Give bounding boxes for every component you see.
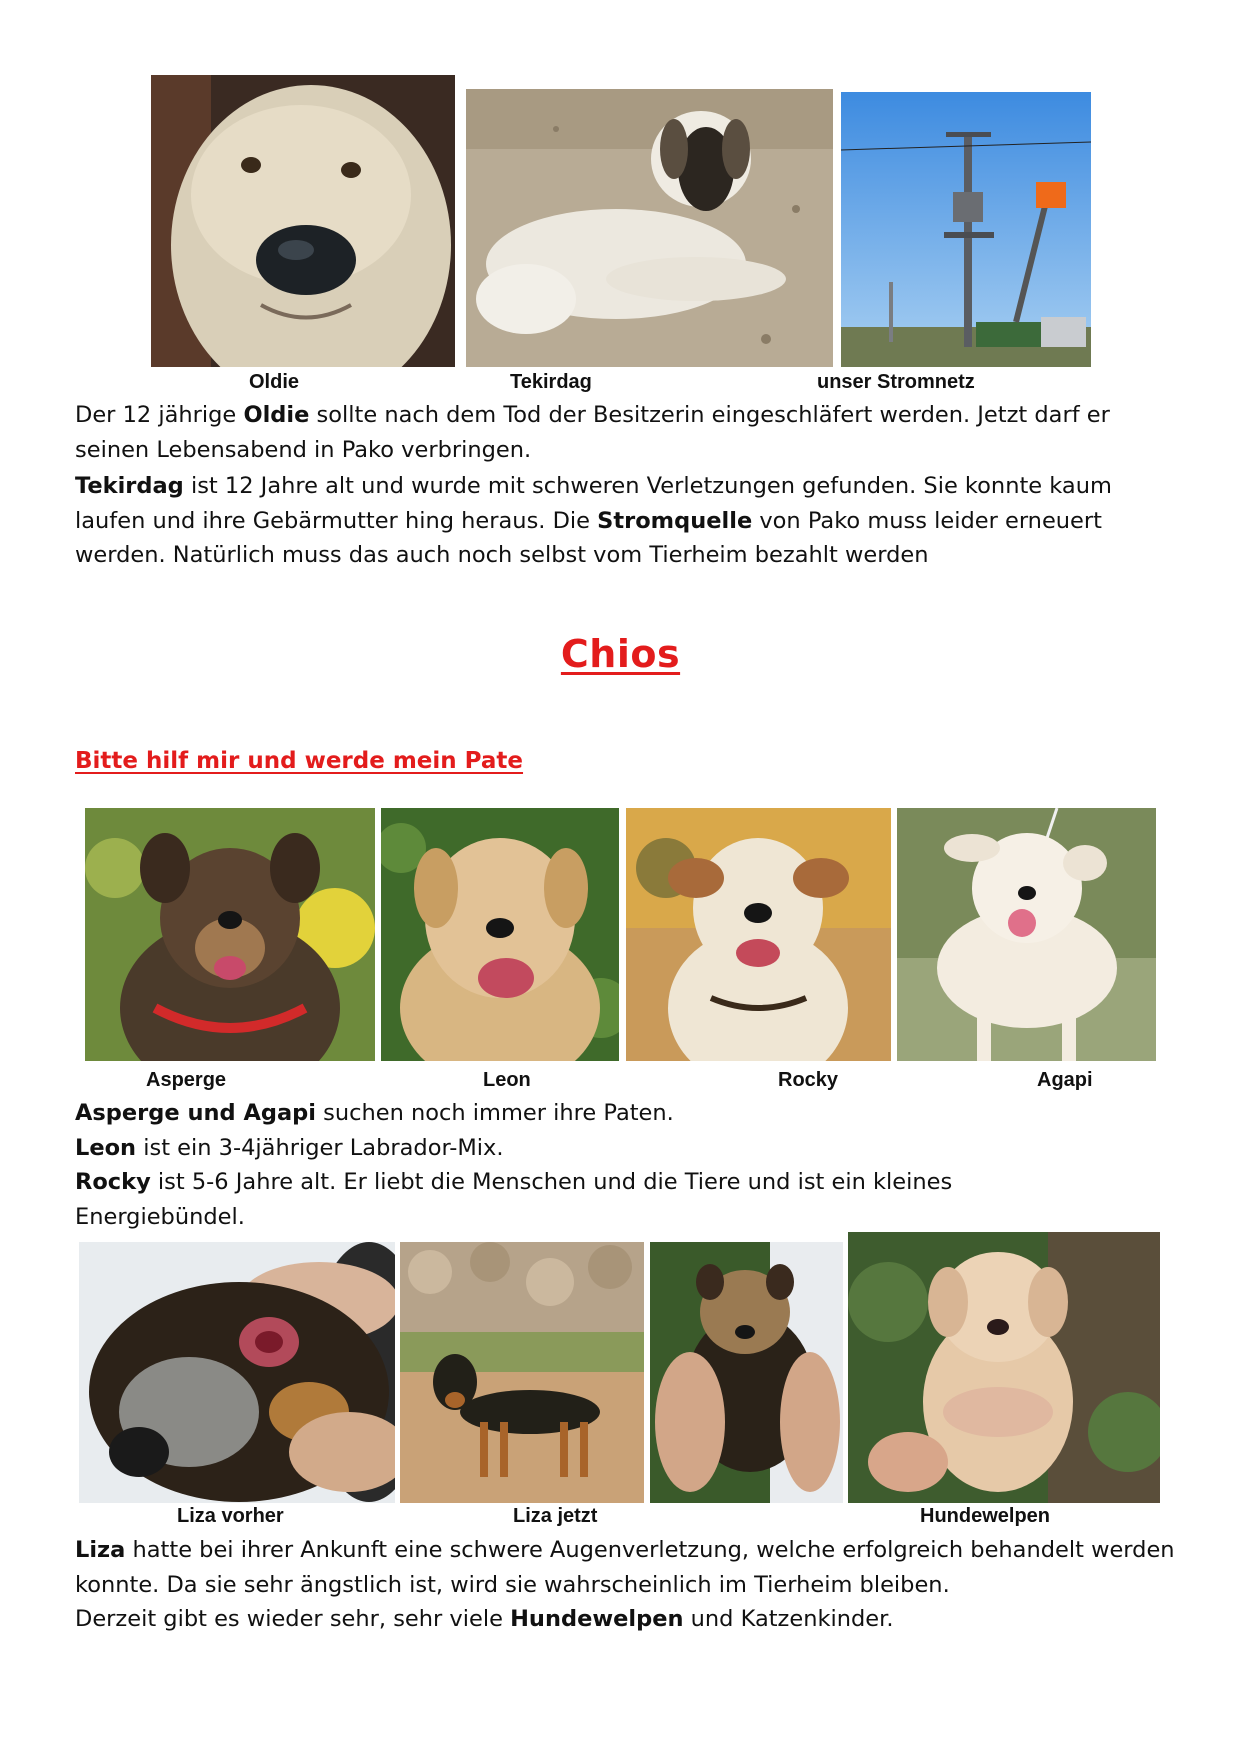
photo-tekirdag (466, 89, 833, 367)
names-asperge-agapi: Asperge und Agapi (75, 1100, 316, 1126)
photo-agapi (897, 808, 1156, 1061)
paragraph-oldie: Der 12 jährige Oldie sollte nach dem Tod der Besitzerin eingeschläfert werden. Jetzt darf er seinen Lebensabend in Pako verbringen. (75, 402, 1110, 463)
name-tekirdag: Tekirdag (75, 473, 184, 499)
name-leon: Leon (75, 1135, 137, 1161)
paragraph-leon: Leon ist ein 3-4jähriger Labrador-Mix. (75, 1135, 504, 1161)
photo-oldie (151, 75, 455, 367)
caption-oldie: Oldie (249, 371, 300, 393)
photo-rocky (626, 808, 891, 1061)
paragraph-asperge-agapi: Asperge und Agapi suchen noch immer ihre Paten. (75, 1100, 674, 1126)
caption-leon: Leon (483, 1069, 531, 1091)
photo-liza-vorher (79, 1242, 395, 1503)
name-rocky: Rocky (75, 1169, 151, 1195)
caption-liza-vorher: Liza vorher (177, 1505, 284, 1527)
name-oldie: Oldie (243, 402, 310, 428)
caption-liza-jetzt: Liza jetzt (513, 1505, 598, 1527)
photo-stromnetz (841, 92, 1091, 367)
term-hundewelpen: Hundewelpen (510, 1606, 684, 1632)
caption-hundewelpen: Hundewelpen (920, 1505, 1051, 1527)
caption-tekirdag: Tekirdag (510, 371, 592, 393)
caption-asperge: Asperge (146, 1069, 227, 1091)
photo-hundewelpe-2 (848, 1232, 1160, 1503)
name-liza: Liza (75, 1537, 126, 1563)
caption-stromnetz: unser Stromnetz (817, 371, 975, 393)
term-stromquelle: Stromquelle (597, 507, 753, 534)
photo-liza-jetzt (400, 1242, 644, 1503)
photo-asperge (85, 808, 375, 1061)
paragraph-liza: Liza hatte bei ihrer Ankunft eine schwere Augenverletzung, welche erfolgreich behandelt werden konnte. Da sie sehr ängstlich ist, wird sie wahrscheinlich im Tierheim bleiben. (75, 1537, 1175, 1598)
section-subtitle: Bitte hilf mir und werde mein Pate (75, 748, 524, 774)
caption-rocky: Rocky (778, 1069, 839, 1091)
paragraph-rocky: Rocky ist 5-6 Jahre alt. Er liebt die Menschen und die Tiere und ist ein kleines Energiebündel. (75, 1169, 953, 1230)
photo-leon (381, 808, 619, 1061)
paragraph-hundewelpen: Derzeit gibt es wieder sehr, sehr viele Hundewelpen und Katzenkinder. (75, 1606, 894, 1632)
section-title: Chios (560, 632, 681, 676)
caption-agapi: Agapi (1037, 1069, 1093, 1091)
photo-hundewelpe-1 (650, 1242, 843, 1503)
paragraph-tekirdag: Tekirdag ist 12 Jahre alt und wurde mit schweren Verletzungen gefunden. Sie konnte kaum laufen und ihre Gebärmutter hing heraus. Die Stromquelle von Pako muss leider erneuert werden. Natürlich muss das auch noch selbst vom Tierheim bezahlt werden (75, 473, 1112, 568)
